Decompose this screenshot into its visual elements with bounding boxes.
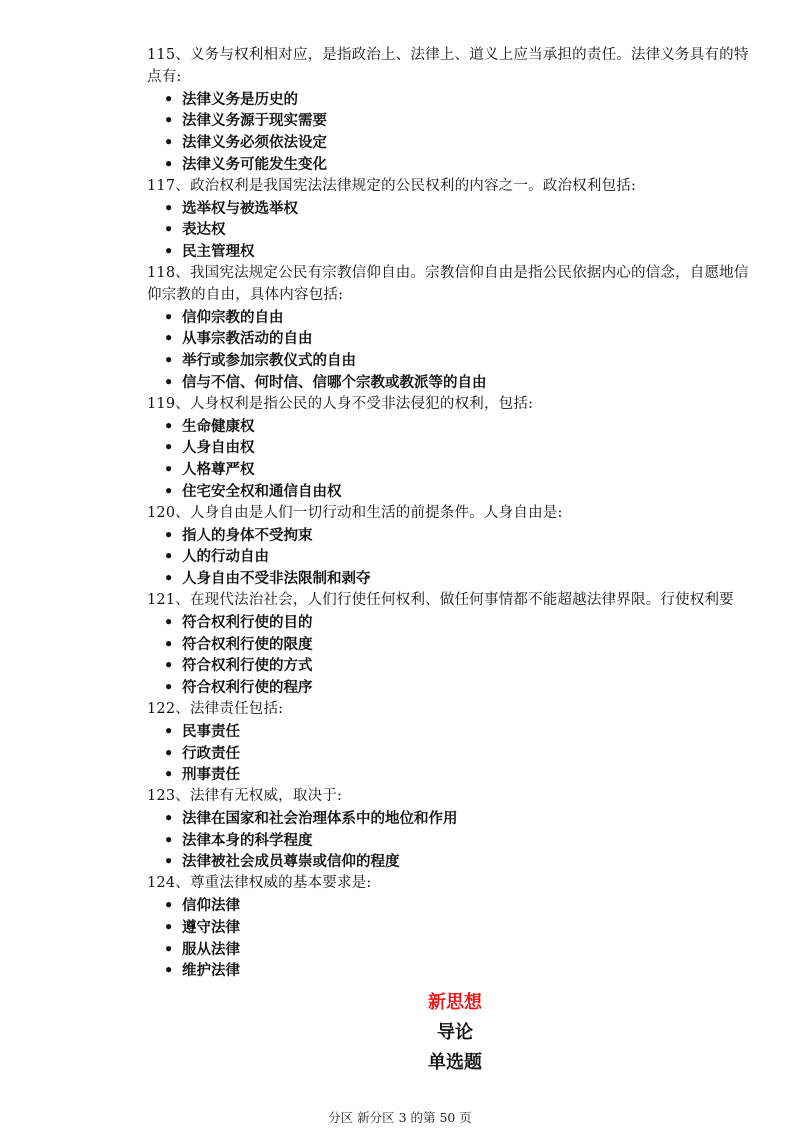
list-item — [147, 808, 759, 830]
list-item — [147, 895, 759, 917]
answer-list — [147, 612, 759, 699]
list-item — [147, 198, 759, 220]
list-item — [147, 416, 759, 438]
list-item-text: 法律本身的科学程度 — [182, 831, 313, 849]
list-item — [147, 655, 759, 677]
bullet-icon: • — [164, 134, 174, 152]
list-item-text: 生命健康权 — [182, 417, 255, 435]
question-block — [147, 394, 759, 503]
bullet-icon: • — [164, 221, 174, 239]
list-item-text: 从事宗教活动的自由 — [182, 330, 313, 348]
bullet-icon: • — [164, 766, 174, 784]
list-item-text: 住宅安全权和通信自由权 — [182, 482, 342, 500]
list-item — [147, 851, 759, 873]
list-item-text: 行政责任 — [182, 744, 240, 762]
list-item — [147, 568, 759, 590]
chapter-heading: 导论 — [437, 1022, 473, 1043]
list-item — [147, 437, 759, 459]
list-item — [147, 634, 759, 656]
answer-list — [147, 307, 759, 394]
part-heading: 新思想 — [428, 992, 482, 1013]
list-item — [147, 939, 759, 961]
list-item — [147, 110, 759, 132]
list-item-text: 符合权利行使的程序 — [182, 679, 313, 697]
question-text: 121、在现代法治社会，人们行使任何权利、做任何事情都不能超越法律界限。行使权利要 — [147, 591, 734, 608]
answer-list — [147, 721, 759, 786]
question-block — [147, 786, 759, 873]
list-item — [147, 481, 759, 503]
bullet-icon: • — [164, 635, 174, 653]
list-item-text: 民主管理权 — [182, 243, 255, 261]
list-item — [147, 525, 759, 547]
list-item — [147, 89, 759, 111]
list-item-text: 维护法律 — [182, 962, 240, 980]
question-text: 115、义务与权利相对应，是指政治上、法律上、道义上应当承担的责任。法律义务具有的特点有: — [147, 47, 749, 85]
bullet-icon: • — [164, 940, 174, 958]
document-body — [147, 45, 759, 982]
bullet-icon: • — [164, 744, 174, 762]
list-item-text: 举行或参加宗教仪式的自由 — [182, 352, 356, 370]
bullet-icon: • — [164, 243, 174, 261]
bullet-icon: • — [164, 570, 174, 588]
list-item-text: 遵守法律 — [182, 918, 240, 936]
bullet-icon: • — [164, 679, 174, 697]
list-item-text: 人身自由权 — [182, 439, 255, 457]
bullet-icon: • — [164, 918, 174, 936]
bullet-icon: • — [164, 962, 174, 980]
question-text: 118、我国宪法规定公民有宗教信仰自由。宗教信仰自由是指公民依据内心的信念，自愿地信仰宗教的自由，具体内容包括: — [147, 264, 749, 303]
bullet-icon: • — [164, 548, 174, 566]
list-item-text: 符合权利行使的限度 — [182, 635, 313, 653]
question-text: 119、人身权利是指公民的人身不受非法侵犯的权利，包括: — [147, 395, 534, 412]
list-item — [147, 219, 759, 241]
question-block — [147, 503, 759, 590]
bullet-icon: • — [164, 461, 174, 479]
answer-list — [147, 808, 759, 873]
list-item — [147, 764, 759, 786]
list-item-text: 法律在国家和社会治理体系中的地位和作用 — [182, 809, 458, 827]
list-item-text: 人身自由不受非法限制和剥夺 — [182, 570, 371, 588]
bullet-icon: • — [164, 373, 174, 391]
question-text: 123、法律有无权威，取决于: — [147, 788, 343, 805]
answer-list — [147, 89, 759, 176]
list-item-text: 法律义务是历史的 — [182, 90, 298, 108]
bullet-icon: • — [164, 897, 174, 915]
bullet-icon: • — [164, 831, 174, 849]
bullet-icon: • — [164, 657, 174, 675]
list-item — [147, 350, 759, 372]
bullet-icon: • — [164, 352, 174, 370]
list-item — [147, 328, 759, 350]
list-item-text: 法律被社会成员尊崇或信仰的程度 — [182, 853, 400, 871]
list-item — [147, 132, 759, 154]
answer-list — [147, 895, 759, 982]
list-item — [147, 721, 759, 743]
bullet-icon: • — [164, 439, 174, 457]
list-item — [147, 241, 759, 263]
list-item-text: 法律义务可能发生变化 — [182, 155, 327, 173]
list-item-text: 表达权 — [182, 221, 226, 239]
list-item — [147, 154, 759, 176]
list-item-text: 符合权利行使的方式 — [182, 657, 313, 675]
list-item-text: 人格尊严权 — [182, 461, 255, 479]
bullet-icon: • — [164, 199, 174, 217]
list-item-text: 人的行动自由 — [182, 548, 269, 566]
question-block — [147, 873, 759, 982]
question-text: 124、尊重法律权威的基本要求是: — [147, 875, 372, 892]
section-headings — [0, 988, 800, 1078]
bullet-icon: • — [164, 112, 174, 130]
question-text: 120、人身自由是人们一切行动和生活的前提条件。人身自由是: — [147, 504, 563, 521]
list-item — [147, 830, 759, 852]
bullet-icon: • — [164, 330, 174, 348]
page-footer: 分区 新分区 3 的第 50 页 — [328, 1110, 472, 1125]
list-item-text: 信仰法律 — [182, 897, 240, 915]
list-item — [147, 612, 759, 634]
bullet-icon: • — [164, 155, 174, 173]
list-item-text: 法律义务源于现实需要 — [182, 112, 327, 130]
list-item — [147, 960, 759, 982]
question-block — [147, 699, 759, 786]
answer-list — [147, 416, 759, 503]
question-text: 117、政治权利是我国宪法法律规定的公民权利的内容之一。政治权利包括: — [147, 177, 637, 194]
bullet-icon: • — [164, 526, 174, 544]
question-block — [147, 45, 759, 176]
list-item — [147, 546, 759, 568]
list-item — [147, 307, 759, 329]
list-item — [147, 372, 759, 394]
list-item — [147, 917, 759, 939]
list-item-text: 信仰宗教的自由 — [182, 308, 284, 326]
answer-list — [147, 198, 759, 263]
bullet-icon: • — [164, 722, 174, 740]
list-item-text: 指人的身体不受拘束 — [182, 526, 313, 544]
list-item — [147, 743, 759, 765]
bullet-icon: • — [164, 482, 174, 500]
question-block — [147, 263, 759, 394]
question-block — [147, 590, 759, 699]
bullet-icon: • — [164, 417, 174, 435]
list-item-text: 服从法律 — [182, 940, 240, 958]
list-item-text: 选举权与被选举权 — [182, 199, 298, 217]
answer-list — [147, 525, 759, 590]
list-item-text: 信与不信、何时信、信哪个宗教或教派等的自由 — [182, 373, 487, 391]
question-text: 122、法律责任包括: — [147, 700, 284, 717]
bullet-icon: • — [164, 308, 174, 326]
list-item-text: 符合权利行使的目的 — [182, 613, 313, 631]
question-type-heading: 单选题 — [428, 1052, 482, 1073]
list-item-text: 法律义务必须依法设定 — [182, 134, 327, 152]
bullet-icon: • — [164, 853, 174, 871]
bullet-icon: • — [164, 90, 174, 108]
bullet-icon: • — [164, 613, 174, 631]
bullet-icon: • — [164, 809, 174, 827]
question-block — [147, 176, 759, 263]
list-item — [147, 459, 759, 481]
list-item-text: 刑事责任 — [182, 766, 240, 784]
list-item — [147, 677, 759, 699]
list-item-text: 民事责任 — [182, 722, 240, 740]
